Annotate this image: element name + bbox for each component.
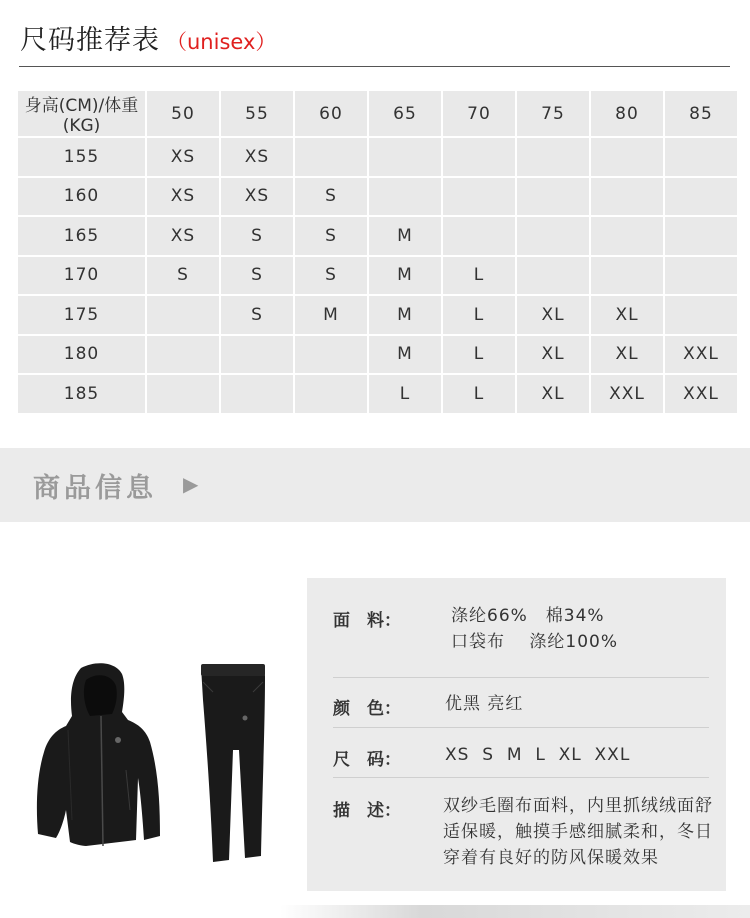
title-divider — [19, 66, 730, 67]
table-row — [18, 138, 737, 176]
description-line2: 适保暖，触摸手感细腻柔和，冬日 — [443, 822, 713, 842]
size-cell — [443, 178, 515, 216]
weight-header-cell: 60 — [295, 91, 367, 136]
size-cell — [221, 336, 293, 374]
weight-header-cell: 65 — [369, 91, 441, 136]
size-cell: S — [295, 217, 367, 255]
color-value: 优黑 亮红 — [445, 694, 524, 714]
size-cell: L — [443, 375, 515, 413]
size-cell: XL — [591, 296, 663, 334]
size-cell: M — [295, 296, 367, 334]
description-line3: 穿着有良好的防风保暖效果 — [443, 848, 659, 868]
size-cell: XXL — [665, 336, 737, 374]
size-cell: XS — [147, 178, 219, 216]
size-cell: S — [295, 178, 367, 216]
description-line1: 双纱毛圈布面料，内里抓绒绒面舒 — [443, 796, 713, 816]
size-cell: L — [443, 336, 515, 374]
weight-header-cell: 50 — [147, 91, 219, 136]
size-cell — [591, 178, 663, 216]
floor-shadow — [280, 905, 750, 918]
size-cell: XXL — [591, 375, 663, 413]
size-cell — [517, 257, 589, 295]
size-cell: M — [369, 336, 441, 374]
size-cell — [147, 375, 219, 413]
material-value-line1: 涤纶66% 棉34% — [451, 606, 605, 626]
size-cell: XXL — [665, 375, 737, 413]
size-cell — [517, 138, 589, 176]
size-cell — [295, 375, 367, 413]
unisex-subtitle: （unisex） — [166, 30, 277, 54]
pants-image — [193, 660, 273, 865]
size-cell: M — [369, 257, 441, 295]
height-cell: 170 — [18, 257, 145, 295]
table-row — [18, 257, 737, 295]
size-cell: S — [221, 217, 293, 255]
table-row — [18, 336, 737, 374]
weight-header-cell: 55 — [221, 91, 293, 136]
height-cell: 165 — [18, 217, 145, 255]
height-cell: 155 — [18, 138, 145, 176]
weight-header-row — [18, 91, 737, 136]
size-cell — [369, 138, 441, 176]
size-cell — [665, 217, 737, 255]
weight-header-cell: 85 — [665, 91, 737, 136]
size-cell — [591, 217, 663, 255]
play-arrow-icon: ▶ — [183, 472, 199, 496]
height-cell: 185 — [18, 375, 145, 413]
size-cell: XL — [517, 336, 589, 374]
size-cell — [369, 178, 441, 216]
size-cell: XS — [147, 138, 219, 176]
size-cell: S — [147, 257, 219, 295]
size-cell — [591, 257, 663, 295]
weight-header-cell: 70 — [443, 91, 515, 136]
table-corner-label: 身高(CM)/体重(KG) — [18, 91, 145, 136]
size-cell: L — [443, 296, 515, 334]
size-chart-table — [16, 89, 739, 415]
size-cell — [665, 178, 737, 216]
size-cell — [221, 375, 293, 413]
size-cell: L — [443, 257, 515, 295]
weight-header-cell: 75 — [517, 91, 589, 136]
size-cell: M — [369, 296, 441, 334]
height-cell: 175 — [18, 296, 145, 334]
size-cell: XS — [221, 138, 293, 176]
page-title: 尺码推荐表 — [20, 25, 160, 56]
divider — [333, 677, 709, 678]
size-cell — [443, 138, 515, 176]
table-row — [18, 296, 737, 334]
product-info-banner — [0, 448, 750, 522]
size-cell: S — [221, 257, 293, 295]
table-row — [18, 178, 737, 216]
product-info-panel — [307, 578, 726, 891]
size-cell — [295, 138, 367, 176]
height-cell: 180 — [18, 336, 145, 374]
size-cell — [591, 138, 663, 176]
size-cell — [665, 296, 737, 334]
material-label: 面 料： — [333, 611, 401, 631]
size-cell: XS — [147, 217, 219, 255]
table-row — [18, 217, 737, 255]
jacket-image — [26, 660, 166, 855]
divider — [333, 727, 709, 728]
size-cell: S — [295, 257, 367, 295]
size-cell: S — [221, 296, 293, 334]
description-label: 描 述： — [333, 801, 401, 821]
size-cell — [517, 178, 589, 216]
size-cell — [665, 257, 737, 295]
size-cell — [147, 296, 219, 334]
size-cell — [295, 336, 367, 374]
page-header — [20, 18, 276, 58]
height-cell: 160 — [18, 178, 145, 216]
table-row — [18, 375, 737, 413]
size-cell: M — [369, 217, 441, 255]
size-cell: XS — [221, 178, 293, 216]
size-label: 尺 码： — [333, 750, 401, 770]
size-cell — [147, 336, 219, 374]
size-cell: L — [369, 375, 441, 413]
size-cell — [517, 217, 589, 255]
size-cell: XL — [517, 375, 589, 413]
divider — [333, 777, 709, 778]
size-cell — [443, 217, 515, 255]
weight-header-cell: 80 — [591, 91, 663, 136]
banner-title: 商品信息 — [33, 473, 157, 504]
size-cell: XL — [591, 336, 663, 374]
color-label: 颜 色： — [333, 699, 401, 719]
size-cell: XL — [517, 296, 589, 334]
size-cell — [665, 138, 737, 176]
material-value-line2: 口袋布 涤纶100% — [451, 632, 619, 652]
size-value: XS S M L XL XXL — [445, 745, 631, 765]
